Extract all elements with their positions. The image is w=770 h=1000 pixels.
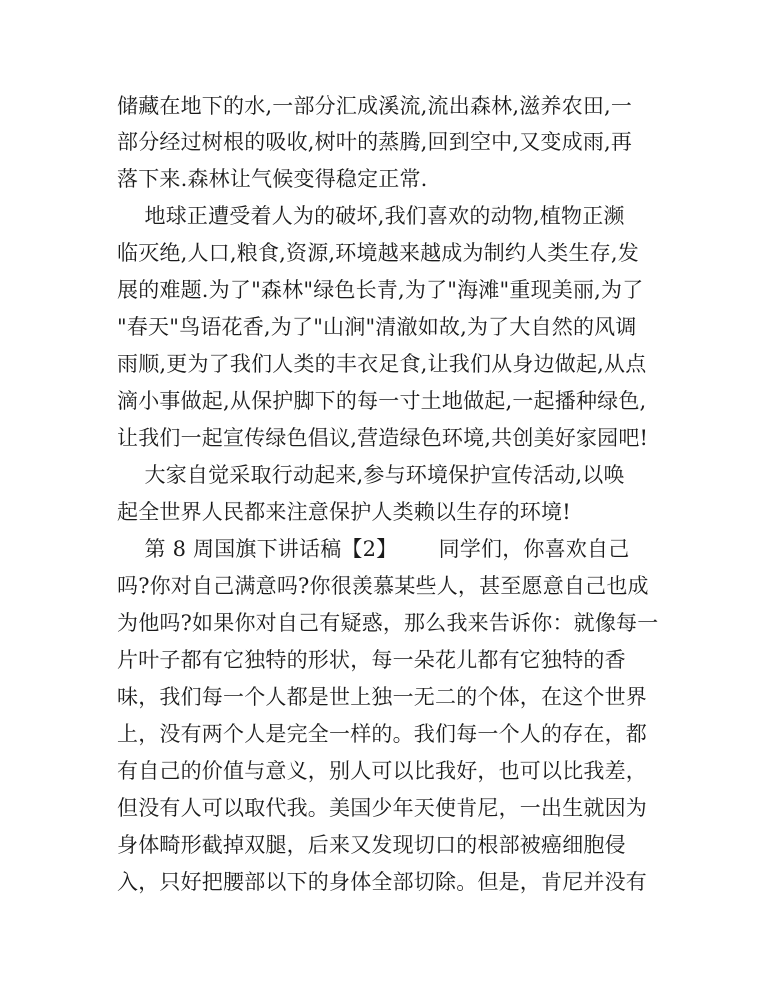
text-line: 雨顺,更为了我们人类的丰衣足食,让我们从身边做起,从点 — [117, 352, 647, 376]
text-line: 味，我们每一个人都是世上独一无二的个体，在这个世界 — [117, 685, 647, 709]
text-line: 储藏在地下的水,一部分汇成溪流,流出森林,滋养农田,一 — [117, 94, 633, 118]
text-line: 大家自觉采取行动起来,参与环境保护宣传活动,以唤 — [117, 463, 625, 487]
text-line: 部分经过树根的吸收,树叶的蒸腾,回到空中,又变成雨,再 — [117, 130, 633, 154]
text-line: 落下来.森林让气候变得稳定正常. — [117, 167, 428, 191]
text-line: 展的难题.为了"森林"绿色长青,为了"海滩"重现美丽,为了 — [117, 278, 644, 302]
text-line: 吗?你对自己满意吗?你很羡慕某些人，甚至愿意自己也成 — [117, 574, 649, 598]
text-line: 身体畸形截掉双腿，后来又发现切口的根部被癌细胞侵 — [117, 833, 626, 857]
text-line: 片叶子都有它独特的形状，每一朵花儿都有它独特的香 — [117, 648, 626, 672]
text-line: 滴小事做起,从保护脚下的每一寸土地做起,一起播种绿色, — [117, 389, 647, 413]
text-line: 上，没有两个人是完全一样的。我们每一个人的存在，都 — [117, 722, 647, 746]
text-line: 第 8 周国旗下讲话稿【2】 同学们，你喜欢自己 — [117, 537, 630, 561]
text-line: 地球正遭受着人为的破坏,我们喜欢的动物,植物正濒 — [117, 204, 625, 228]
text-line: 临灭绝,人口,粮食,资源,环境越来越成为制约人类生存,发 — [117, 241, 639, 265]
text-line: "春天"鸟语花香,为了"山涧"清澈如故,为了大自然的风调 — [117, 315, 637, 339]
text-line: 为他吗?如果你对自己有疑惑，那么我来告诉你：就像每一 — [117, 611, 659, 635]
text-line: 让我们一起宣传绿色倡议,营造绿色环境,共创美好家园吧! — [117, 426, 649, 450]
text-line: 但没有人可以取代我。美国少年天使肯尼，一出生就因为 — [117, 796, 647, 820]
text-line: 起全世界人民都来注意保护人类赖以生存的环境! — [117, 500, 571, 524]
text-line: 入，只好把腰部以下的身体全部切除。但是，肯尼并没有 — [117, 870, 647, 894]
text-line: 有自己的价值与意义，别人可以比我好，也可以比我差， — [117, 759, 647, 783]
